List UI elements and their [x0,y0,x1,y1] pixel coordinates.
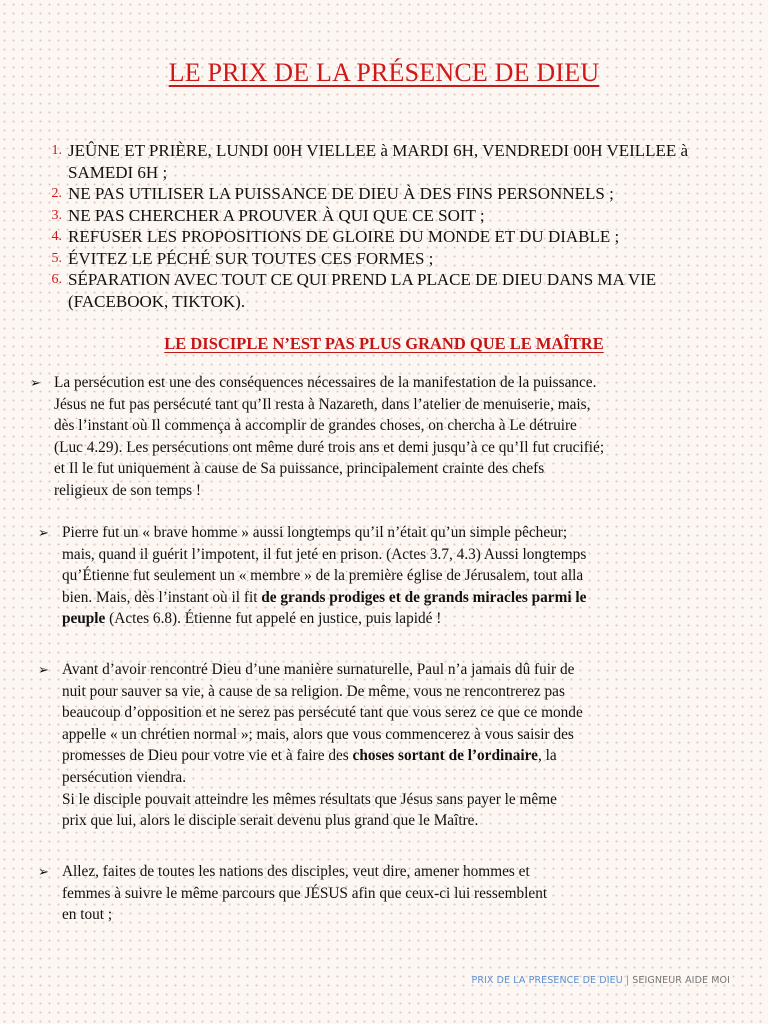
text-line: prix que lui, alors le disciple serait devenu plus grand que le Maître. [62,812,479,830]
list-item-text: SÉPARATION AVEC TOUT CE QUI PREND LA PLACE DE DIEU DANS MA VIE (FACEBOOK, TIKTOK). [68,270,657,311]
paragraph-paul [38,659,758,832]
list-number: 3. [51,207,62,223]
text-line: persécution viendra. [62,768,187,786]
bold-text: choses sortant de l’ordinaire [352,747,538,765]
list-item-text: ÉVITEZ LE PÉCHÉ SUR TOUTES CES FORMES ; [68,248,434,268]
footer-separator: | [622,975,633,986]
list-number: 2. [51,186,62,201]
section-heading: LE DISCIPLE N’EST PAS PLUS GRAND QUE LE MAÎTRE [164,334,604,353]
paragraph-text [62,659,758,832]
text-line [62,745,758,767]
text-line: femmes à suivre le même parcours que JÉSUS afin que ceux-ci lui ressemblent [62,884,548,902]
list-item-text: JEÛNE ET PRIÈRE, LUNDI 00H VIELLEE à MARDI 6H, VENDREDI 00H VEILLEE à SAMEDI 6H ; [68,141,689,182]
text-line: Pierre fut un « brave homme » aussi longtemps qu’il n’était qu’un simple pêcheur; [62,524,568,541]
list-item-text: REFUSER LES PROPOSITIONS DE GLOIRE DU MONDE ET DU DIABLE ; [68,227,620,246]
text-run: (Actes 6.8). Étienne fut appelé en justice, puis lapidé ! [105,610,442,628]
text-line [62,608,758,630]
arrow-bullet-icon: ➢ [38,662,49,677]
paragraph-pierre-etienne [38,522,758,630]
text-line: dès l’instant où Il commença à accomplir de grandes choses, on chercha à Le détruire [54,417,577,435]
text-line: en tout ; [62,906,113,924]
footer-subtitle: SEIGNEUR AIDE MOI [632,975,730,986]
page-footer [471,975,730,986]
text-line: mais, quand il guérit l’impotent, il fut jeté en prison. (Actes 3.7, 4.3) Aussi longtemps [62,545,587,563]
list-item [40,205,740,227]
paragraph-persecution [30,372,750,502]
list-item-text: NE PAS CHERCHER A PROUVER À QUI QUE CE SOIT ; [68,205,485,225]
bold-text: peuple [62,610,106,628]
paragraph-nations [38,861,758,926]
list-item [40,226,740,248]
text-line [62,587,758,609]
text-line: religieux de son temps ! [54,481,201,499]
list-number: 6. [51,272,62,287]
list-item-text: NE PAS UTILISER LA PUISSANCE DE DIEU À DES FINS PERSONNELS ; [68,184,614,203]
text-line: Si le disciple pouvait atteindre les mêmes résultats que Jésus sans payer le même [62,790,557,808]
bold-text: de grands prodiges et de grands miracles parmi le [261,588,587,606]
text-run: bien. Mais, dès l’instant où il fit [62,588,262,606]
list-item [40,248,740,270]
arrow-bullet-icon: ➢ [38,864,49,879]
text-line: Jésus ne fut pas persécuté tant qu’Il resta à Nazareth, dans l’atelier de menuiserie, mais, [54,395,591,413]
list-item [40,140,740,183]
paragraph-text [54,372,750,502]
text-line: beaucoup d’opposition et ne serez pas persécuté tant que vous serez ce que ce monde [62,704,583,722]
paragraph-text [62,522,758,630]
list-item [40,269,740,312]
list-number: 4. [51,229,62,244]
text-line: Allez, faites de toutes les nations des disciples, veut dire, amener hommes et [62,863,530,880]
arrow-bullet-icon: ➢ [30,375,41,390]
arrow-bullet-icon: ➢ [38,525,49,540]
list-number: 5. [51,250,62,266]
text-line: La persécution est une des conséquences nécessaires de la manifestation de la puissance. [54,374,597,391]
footer-title: PRIX DE LA PRESENCE DE DIEU [471,975,623,986]
text-run: , la [537,747,557,765]
page-title: LE PRIX DE LA PRÉSENCE DE DIEU [168,58,600,87]
text-line: qu’Étienne fut seulement un « membre » de la première église de Jérusalem, tout alla [62,567,584,585]
text-line: nuit pour sauver sa vie, à cause de sa religion. De même, vous ne rencontrerez pas [62,682,565,700]
numbered-list [40,140,740,312]
paragraph-text [62,861,758,926]
text-run: promesses de Dieu pour votre vie et à faire des [62,747,353,765]
list-item [40,183,740,205]
text-line: (Luc 4.29). Les persécutions ont même duré trois ans et demi jusqu’à ce qu’Il fut crucifié; [54,438,605,456]
text-line: Avant d’avoir rencontré Dieu d’une manière surnaturelle, Paul n’a jamais dû fuir de [62,661,575,678]
text-line: appelle « un chrétien normal »; mais, alors que vous commencerez à vous saisir des [62,725,574,743]
text-line: et Il le fut uniquement à cause de Sa puissance, principalement crainte des chefs [54,460,545,478]
list-number: 1. [51,143,62,158]
